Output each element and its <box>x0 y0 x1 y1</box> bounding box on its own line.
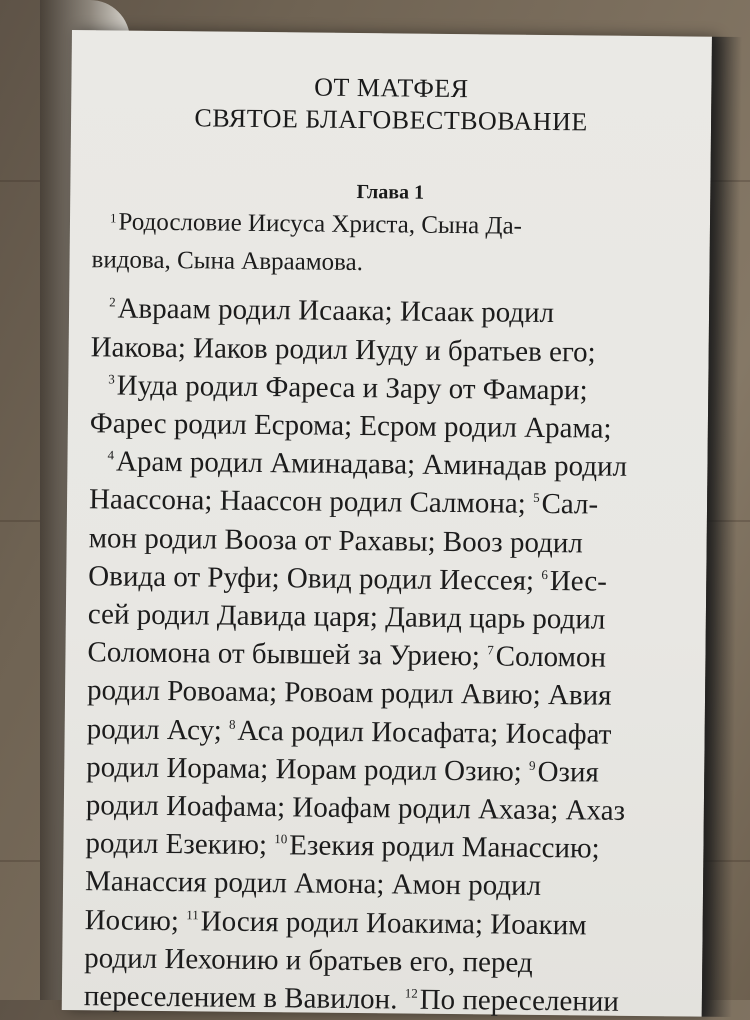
page-title-line1: ОТ МАТФЕЯ <box>314 72 469 104</box>
line-text: мон родил Вооза от Рахавы; Вооз родил <box>88 521 584 559</box>
text-line <box>108 369 668 408</box>
line-text: сей родил Давида царя; Давид царь родил <box>87 598 606 636</box>
verse-number: 3 <box>108 371 115 387</box>
text-line <box>86 789 646 828</box>
line-text: Иакова; Иаков родил Иуду и братьев его; <box>90 330 596 369</box>
line-text: родил Иехонию и братьев его, перед <box>84 941 533 979</box>
page-title-line2: СВЯТОЕ БЛАГОВЕСТВОВАНИЕ <box>194 103 588 137</box>
text-line <box>85 827 645 866</box>
line-text: Иосия родил Иоакима; Иоаким <box>200 904 587 942</box>
line-text: Соломон <box>495 640 607 674</box>
verse-number: 11 <box>186 906 199 922</box>
line-text: Наассона; Наассон родил Салмона; <box>88 483 526 521</box>
line-text: Аса родил Иосафата; Иосафат <box>237 714 612 751</box>
text-line <box>88 598 648 637</box>
text-line <box>91 246 651 280</box>
verse-number: 7 <box>487 642 494 658</box>
verse-number: 5 <box>533 490 540 506</box>
line-text: Арам родил Аминадава; Аминадав родил <box>115 445 628 484</box>
line-text: По переселении <box>419 983 620 1018</box>
line-text: родил Ровоама; Ровоам родил Авию; Авия <box>86 674 612 713</box>
chapter-heading: Глава 1 <box>356 180 425 204</box>
line-text: Езекия родил Манассию; <box>289 829 600 865</box>
text-line <box>107 446 667 485</box>
line-text: Манассия родил Амона; Амон родил <box>84 865 542 903</box>
text-line <box>85 904 645 943</box>
text-line <box>85 866 645 905</box>
line-text: Родословие Иисуса Христа, Сына Да- <box>118 208 523 240</box>
text-line <box>90 407 650 446</box>
line-text: родил Иорама; Иорам родил Озию; <box>86 750 522 788</box>
verse-number: 4 <box>107 447 115 463</box>
verse-number: 9 <box>529 757 536 773</box>
text-line <box>91 331 651 370</box>
text-line <box>87 675 647 714</box>
text-line <box>89 484 649 523</box>
text-line <box>110 208 670 242</box>
line-text: родил Асу; <box>86 712 222 747</box>
verse-number: 2 <box>109 294 116 310</box>
text-line <box>109 293 669 332</box>
line-text: Сал- <box>541 488 599 521</box>
text-line <box>87 713 647 752</box>
text-line <box>89 522 649 561</box>
line-text: Фарес родил Есрома; Есром родил Арама; <box>89 407 612 445</box>
verse-number: 8 <box>228 716 236 732</box>
text-line <box>88 560 648 599</box>
line-text: Иосию; <box>84 903 180 937</box>
text-line <box>87 636 647 675</box>
line-text: Авраам родил Исаака; Исаак родил <box>117 292 555 330</box>
verse-number: 6 <box>541 566 548 582</box>
line-text: Иуда родил Фареса и Зару от Фамари; <box>116 369 588 407</box>
line-text: Соломона от бывшей за Уриею; <box>87 636 481 673</box>
verse-number: 12 <box>404 985 418 1001</box>
text-line <box>84 942 644 981</box>
book-page <box>62 30 712 1017</box>
text-line <box>86 751 646 790</box>
line-text: Овида от Руфи; Овид родил Иессея; <box>88 559 535 597</box>
verse-number: 10 <box>274 831 288 847</box>
line-text: родил Иоафама; Иоафам родил Ахаза; Ахаз <box>85 789 626 827</box>
verse-number: 1 <box>109 210 117 226</box>
line-text: переселением в Вавилон. <box>83 980 398 1016</box>
line-text: родил Езекию; <box>85 827 268 862</box>
line-text: Озия <box>537 755 599 789</box>
line-text: видова, Сына Авраамова. <box>91 246 364 277</box>
line-text: Иес- <box>549 564 608 598</box>
